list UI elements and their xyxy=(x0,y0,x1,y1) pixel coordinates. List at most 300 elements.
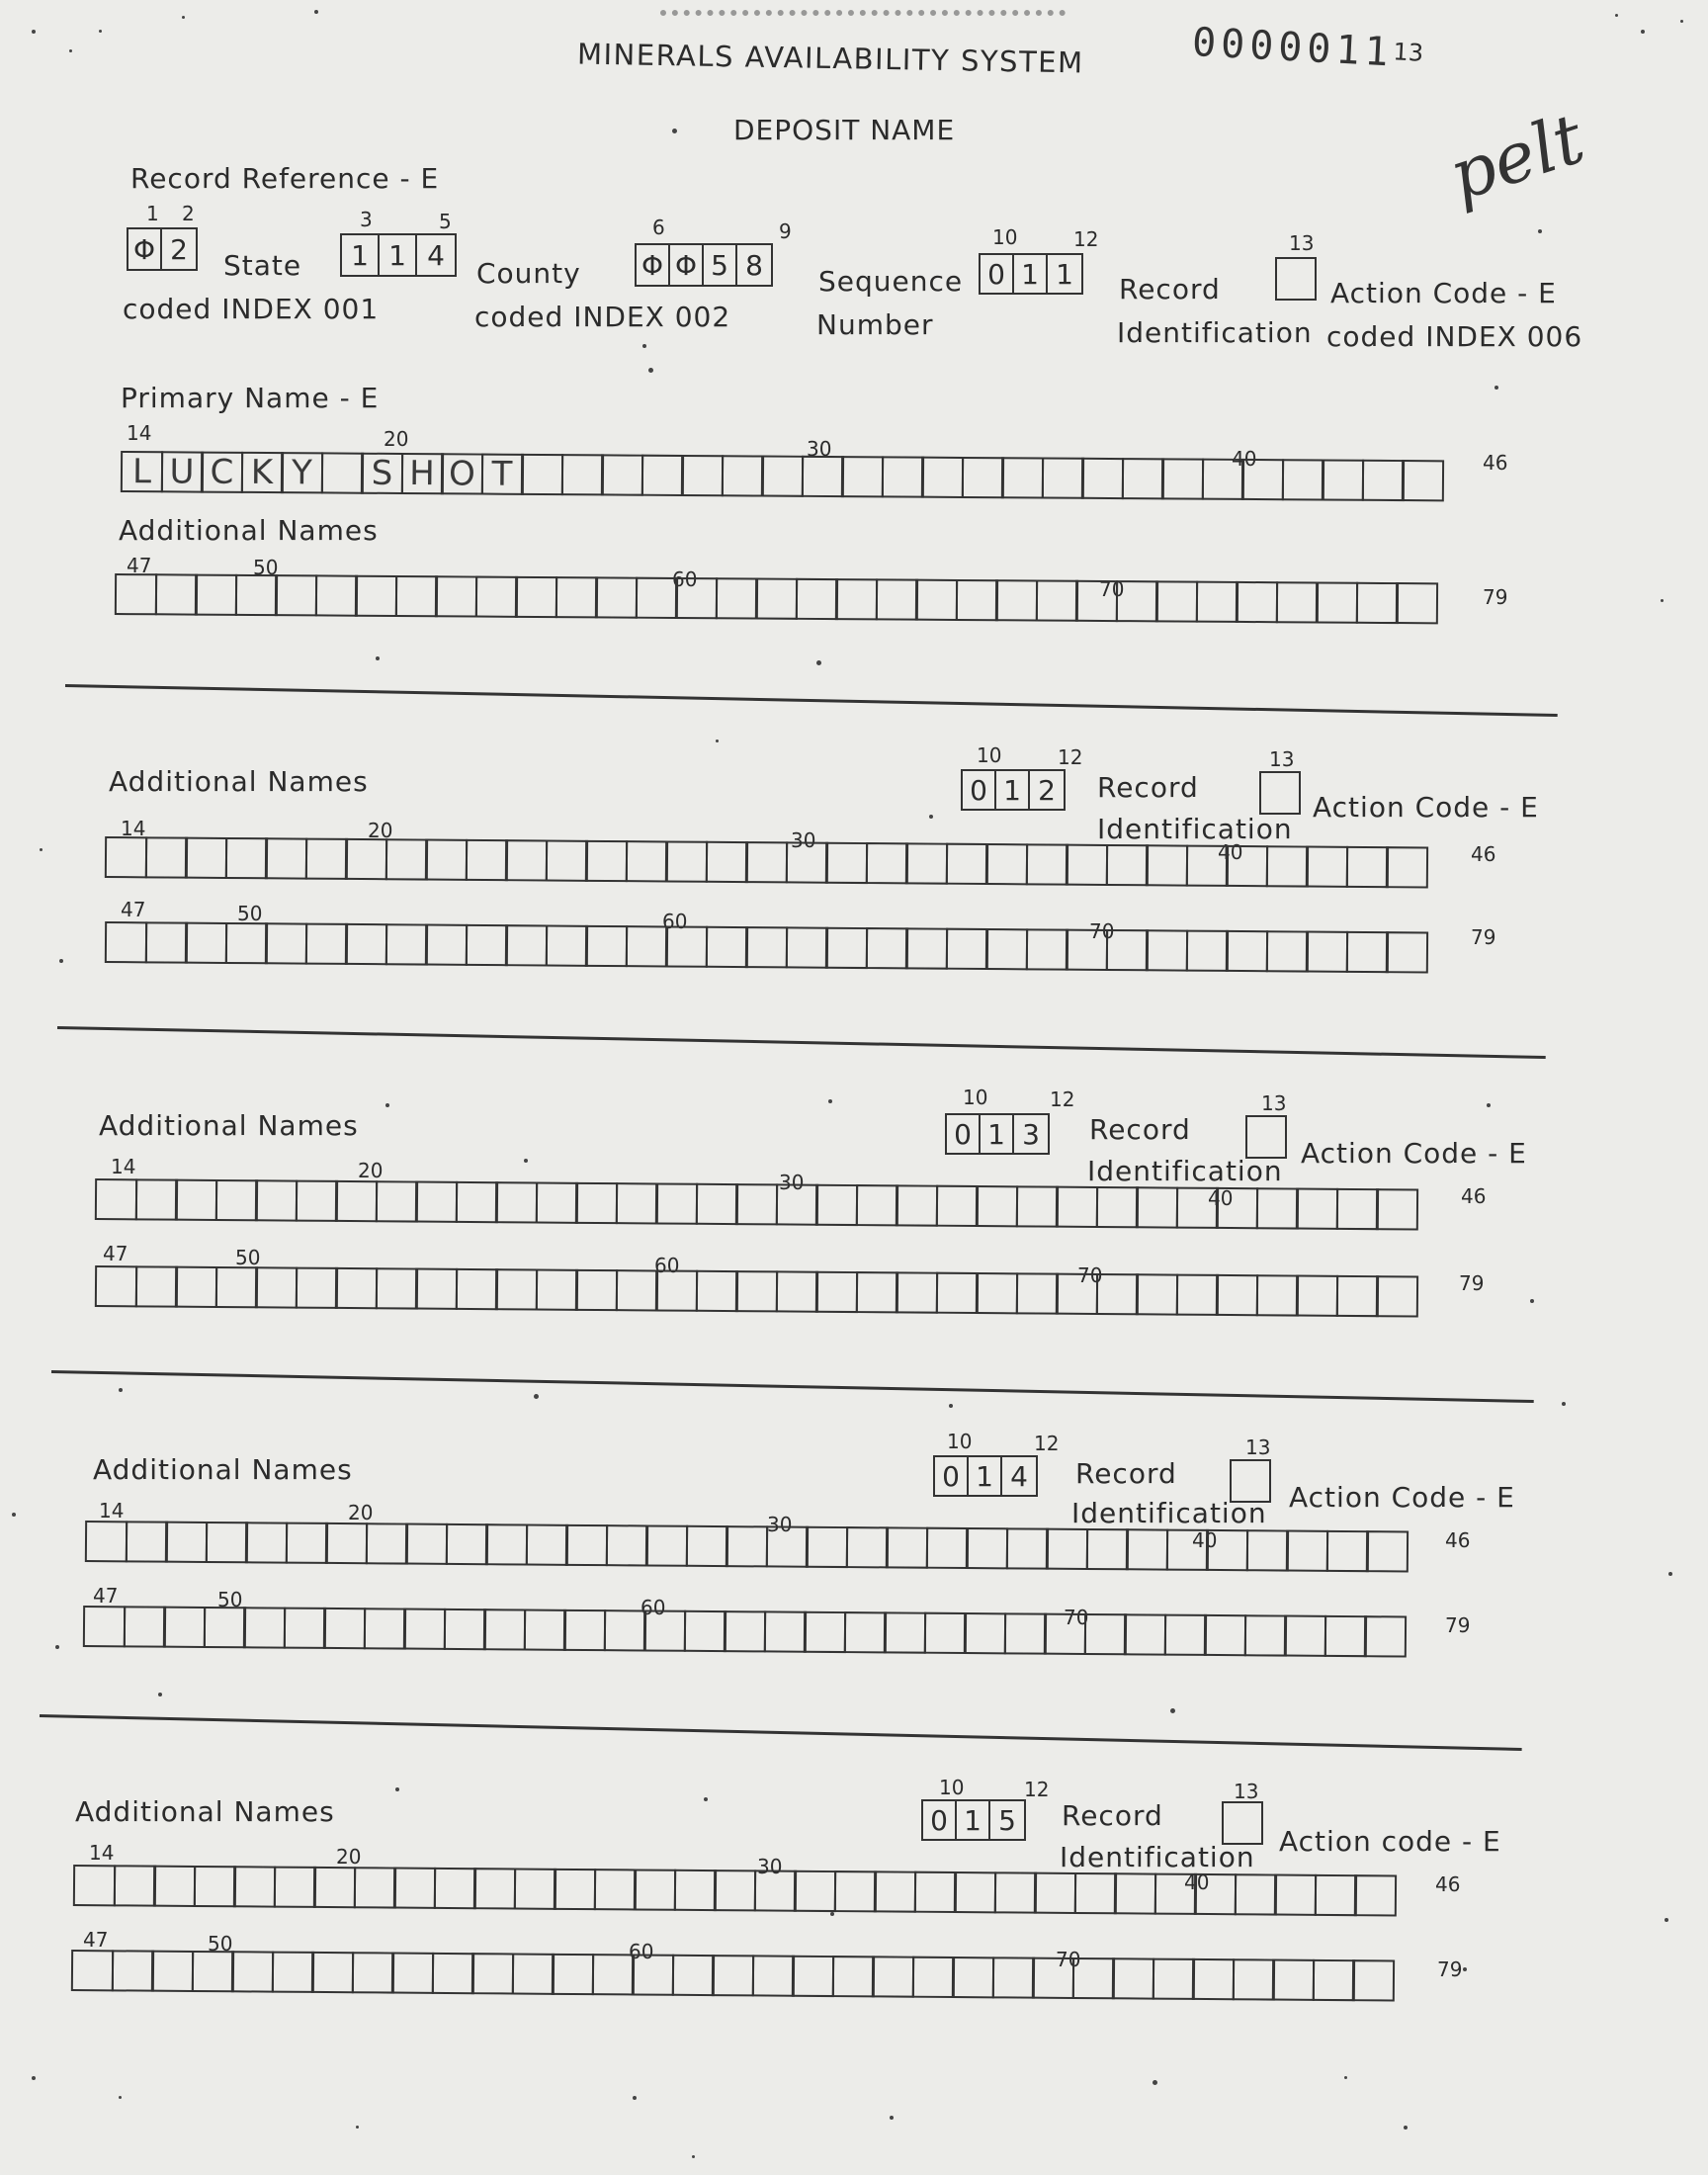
character-cell[interactable] xyxy=(273,1867,315,1908)
character-cell[interactable] xyxy=(874,1870,916,1912)
character-cell[interactable] xyxy=(1204,1614,1246,1656)
action-code-checkbox[interactable] xyxy=(1245,1115,1287,1159)
character-cell[interactable] xyxy=(673,1870,716,1911)
character-cell[interactable] xyxy=(1105,844,1148,886)
character-cell[interactable] xyxy=(325,1522,368,1564)
character-cell[interactable] xyxy=(675,577,718,619)
character-cell[interactable] xyxy=(483,1609,526,1650)
character-cell[interactable] xyxy=(726,1525,768,1567)
character-cell[interactable] xyxy=(1032,1958,1074,1999)
character-cell[interactable] xyxy=(665,840,708,882)
character-cell[interactable] xyxy=(632,1954,674,1995)
character-cell[interactable] xyxy=(555,576,597,618)
character-cell[interactable]: T xyxy=(480,454,523,495)
character-cell[interactable] xyxy=(635,577,677,619)
county-code-box[interactable] xyxy=(340,233,457,277)
character-cell[interactable] xyxy=(521,454,563,495)
character-cell[interactable] xyxy=(443,1609,485,1650)
character-cell[interactable] xyxy=(615,1182,657,1224)
character-cell[interactable] xyxy=(755,578,798,620)
character-cell[interactable] xyxy=(552,1954,594,1995)
character-cell[interactable] xyxy=(915,579,958,621)
character-cell[interactable] xyxy=(825,927,868,969)
character-cell[interactable] xyxy=(495,1268,538,1310)
character-cell[interactable]: C xyxy=(201,452,243,493)
character-cell[interactable] xyxy=(1105,929,1148,971)
character-cell[interactable] xyxy=(865,927,907,969)
character-cell[interactable] xyxy=(214,1179,257,1221)
character-cell[interactable] xyxy=(455,1181,497,1223)
character-cell[interactable] xyxy=(806,1526,848,1568)
character-cell[interactable] xyxy=(935,1185,978,1227)
character-cell[interactable] xyxy=(1073,1872,1116,1914)
character-cell[interactable] xyxy=(1216,1274,1258,1316)
character-cell[interactable] xyxy=(224,922,267,964)
character-cell[interactable] xyxy=(474,576,517,618)
character-cell[interactable] xyxy=(295,1180,337,1222)
character-cell[interactable] xyxy=(896,1184,938,1226)
character-cell[interactable] xyxy=(195,574,237,616)
character-cell[interactable] xyxy=(761,456,804,497)
character-cell[interactable] xyxy=(465,839,507,881)
character-cell[interactable] xyxy=(685,1525,727,1567)
character-cell[interactable] xyxy=(1255,1274,1298,1316)
character-cell[interactable] xyxy=(795,578,837,620)
character-cell[interactable] xyxy=(191,1951,233,1992)
character-cell[interactable] xyxy=(1071,1958,1114,1999)
record-id-digit[interactable]: 1 xyxy=(1014,255,1048,293)
character-cell[interactable] xyxy=(245,1522,288,1563)
character-cell[interactable] xyxy=(825,842,868,884)
character-cell[interactable] xyxy=(185,837,227,879)
character-cell[interactable] xyxy=(1241,459,1284,500)
character-cell[interactable] xyxy=(886,1526,928,1568)
character-cell[interactable] xyxy=(745,926,788,968)
character-cell[interactable] xyxy=(835,578,878,620)
character-cell[interactable] xyxy=(1035,580,1077,622)
character-cell[interactable] xyxy=(775,1270,817,1312)
character-cell[interactable] xyxy=(445,1523,487,1565)
character-cell[interactable] xyxy=(1232,1958,1274,2000)
character-cell[interactable] xyxy=(535,1181,577,1223)
character-cell[interactable] xyxy=(1354,1874,1397,1916)
character-cell[interactable] xyxy=(1185,845,1228,887)
character-cell[interactable] xyxy=(845,1526,888,1568)
character-cell[interactable] xyxy=(1201,459,1243,500)
character-cell[interactable] xyxy=(505,839,548,881)
character-cell[interactable] xyxy=(1175,1187,1218,1229)
character-cell[interactable] xyxy=(1325,1530,1368,1572)
character-cell[interactable] xyxy=(945,843,987,885)
character-cell[interactable] xyxy=(831,1956,874,1997)
character-cell[interactable] xyxy=(554,1869,596,1910)
character-cell[interactable] xyxy=(1296,1275,1338,1317)
character-cell[interactable] xyxy=(615,1269,657,1311)
character-cell[interactable] xyxy=(1376,1275,1418,1317)
character-cell[interactable] xyxy=(1364,1615,1407,1657)
character-cell[interactable] xyxy=(335,1180,378,1222)
character-cell[interactable] xyxy=(1206,1529,1248,1571)
character-cell[interactable] xyxy=(275,574,317,616)
character-cell[interactable] xyxy=(545,839,587,881)
character-cell[interactable] xyxy=(735,1270,778,1312)
character-cell[interactable] xyxy=(601,454,643,495)
character-cell[interactable] xyxy=(234,574,277,616)
character-cell[interactable] xyxy=(1085,1528,1128,1570)
character-cell[interactable] xyxy=(563,1610,606,1651)
character-cell[interactable] xyxy=(271,1952,313,1993)
character-cell[interactable] xyxy=(1066,844,1108,886)
character-cell[interactable] xyxy=(911,1957,954,1998)
character-cell[interactable] xyxy=(391,1953,434,1994)
character-cell[interactable] xyxy=(134,1178,177,1220)
character-cell[interactable] xyxy=(1284,1615,1326,1657)
character-cell[interactable] xyxy=(1194,1873,1237,1915)
character-cell[interactable]: H xyxy=(400,453,443,494)
character-cell[interactable] xyxy=(1075,580,1118,622)
record-id-digit[interactable]: 0 xyxy=(935,1457,969,1495)
character-cell[interactable] xyxy=(151,1951,194,1992)
character-cell[interactable] xyxy=(231,1951,274,1992)
character-cell[interactable] xyxy=(375,1267,417,1309)
character-cell[interactable] xyxy=(384,838,427,880)
character-cell[interactable]: L xyxy=(121,451,163,492)
character-cell[interactable] xyxy=(1275,581,1318,623)
character-cell[interactable] xyxy=(355,575,397,617)
character-cell[interactable] xyxy=(425,924,468,966)
character-cell[interactable] xyxy=(1386,846,1428,888)
character-cell[interactable] xyxy=(993,1871,1036,1913)
character-cell[interactable] xyxy=(1335,1188,1378,1230)
character-cell[interactable] xyxy=(335,1267,378,1309)
character-cell[interactable] xyxy=(1192,1958,1235,2000)
character-cell[interactable] xyxy=(535,1268,577,1310)
character-cell[interactable] xyxy=(1155,580,1198,622)
character-cell[interactable] xyxy=(1243,1614,1286,1656)
character-cell[interactable] xyxy=(785,841,827,883)
character-cell[interactable] xyxy=(485,1523,528,1565)
character-cell[interactable] xyxy=(585,925,628,967)
sequence-digit[interactable]: Φ xyxy=(637,245,670,285)
character-cell[interactable] xyxy=(144,836,187,878)
character-cell[interactable] xyxy=(123,1606,165,1647)
character-cell[interactable] xyxy=(1352,1959,1395,2001)
character-cell[interactable] xyxy=(1345,931,1388,973)
character-cell[interactable] xyxy=(1081,458,1124,499)
character-cell[interactable] xyxy=(714,1870,756,1911)
character-cell[interactable] xyxy=(314,574,357,616)
action-code-checkbox[interactable] xyxy=(1259,771,1301,815)
character-cell[interactable]: O xyxy=(441,453,483,494)
character-cell[interactable] xyxy=(1234,1873,1276,1915)
character-cell[interactable] xyxy=(865,842,907,884)
character-cell[interactable] xyxy=(1095,1273,1138,1315)
record-identification-box[interactable] xyxy=(921,1799,1026,1841)
character-cell[interactable] xyxy=(283,1608,325,1649)
character-cell[interactable] xyxy=(505,924,548,966)
character-cell[interactable] xyxy=(1121,458,1163,499)
action-code-checkbox[interactable] xyxy=(1222,1801,1263,1845)
character-cell[interactable] xyxy=(785,926,827,968)
character-cell[interactable] xyxy=(643,1610,686,1651)
character-cell[interactable] xyxy=(175,1266,217,1308)
character-cell[interactable] xyxy=(295,1267,337,1309)
character-cell[interactable] xyxy=(625,840,667,882)
additional-names-field[interactable] xyxy=(83,1606,1405,1657)
character-cell[interactable] xyxy=(473,1868,516,1909)
record-id-digit[interactable]: 1 xyxy=(957,1801,990,1839)
character-cell[interactable] xyxy=(1281,459,1324,500)
character-cell[interactable] xyxy=(815,1271,858,1313)
character-cell[interactable] xyxy=(523,1609,565,1650)
character-cell[interactable] xyxy=(1274,1874,1317,1916)
character-cell[interactable] xyxy=(765,1525,808,1567)
character-cell[interactable] xyxy=(304,838,347,880)
character-cell[interactable] xyxy=(1003,1612,1046,1654)
character-cell[interactable] xyxy=(1396,582,1438,624)
character-cell[interactable] xyxy=(304,923,347,965)
character-cell[interactable] xyxy=(1146,844,1188,886)
character-cell[interactable] xyxy=(515,576,557,618)
character-cell[interactable] xyxy=(655,1182,698,1224)
character-cell[interactable] xyxy=(881,456,923,497)
record-identification-box[interactable] xyxy=(979,253,1083,295)
character-cell[interactable] xyxy=(1025,843,1068,885)
character-cell[interactable] xyxy=(991,1957,1034,1998)
character-cell[interactable] xyxy=(1165,1529,1208,1571)
character-cell[interactable] xyxy=(1312,1959,1354,2001)
character-cell[interactable]: S xyxy=(361,453,403,494)
character-cell[interactable] xyxy=(683,1610,726,1652)
character-cell[interactable] xyxy=(265,837,307,879)
character-cell[interactable] xyxy=(255,1179,298,1221)
character-cell[interactable] xyxy=(952,1957,994,1998)
character-cell[interactable] xyxy=(233,1866,276,1907)
character-cell[interactable] xyxy=(415,1181,458,1223)
character-cell[interactable] xyxy=(671,1955,714,1996)
action-code-checkbox[interactable] xyxy=(1230,1459,1271,1503)
additional-names-field[interactable] xyxy=(105,921,1426,973)
record-identification-box[interactable] xyxy=(961,769,1066,811)
character-cell[interactable] xyxy=(575,1269,618,1311)
character-cell[interactable] xyxy=(1195,581,1238,623)
record-identification-box[interactable] xyxy=(933,1455,1038,1497)
character-cell[interactable] xyxy=(625,925,667,967)
sequence-digit[interactable]: Φ xyxy=(670,245,704,285)
primary-name-field[interactable] xyxy=(121,451,1442,501)
character-cell[interactable] xyxy=(1112,1958,1154,1999)
record-id-digit[interactable]: 1 xyxy=(1056,257,1073,291)
character-cell[interactable] xyxy=(105,836,147,878)
character-cell[interactable] xyxy=(405,1523,448,1565)
record-id-digit[interactable]: 1 xyxy=(969,1457,1002,1495)
character-cell[interactable] xyxy=(163,1607,206,1648)
character-cell[interactable] xyxy=(1056,1273,1098,1315)
character-cell[interactable] xyxy=(394,575,437,617)
character-cell[interactable] xyxy=(605,1524,647,1566)
character-cell[interactable] xyxy=(1316,581,1358,623)
character-cell[interactable] xyxy=(841,456,884,497)
county-digit[interactable]: 1 xyxy=(380,235,417,275)
character-cell[interactable] xyxy=(214,1266,257,1308)
character-cell[interactable] xyxy=(545,924,587,966)
character-cell[interactable] xyxy=(1056,1186,1098,1228)
character-cell[interactable] xyxy=(1272,1959,1315,2001)
character-cell[interactable] xyxy=(1296,1188,1338,1230)
character-cell[interactable] xyxy=(1376,1188,1418,1230)
character-cell[interactable] xyxy=(1126,1528,1168,1570)
character-cell[interactable] xyxy=(323,1608,366,1649)
character-cell[interactable] xyxy=(1095,1186,1138,1228)
character-cell[interactable] xyxy=(695,1183,737,1225)
character-cell[interactable] xyxy=(511,1953,554,1994)
character-cell[interactable] xyxy=(1255,1187,1298,1229)
character-cell[interactable]: Y xyxy=(281,452,323,493)
character-cell[interactable] xyxy=(513,1868,555,1909)
character-cell[interactable] xyxy=(203,1607,245,1648)
character-cell[interactable] xyxy=(1226,930,1268,972)
character-cell[interactable] xyxy=(125,1521,167,1562)
state-digit[interactable]: Φ xyxy=(128,229,162,269)
character-cell[interactable] xyxy=(955,579,997,621)
character-cell[interactable] xyxy=(83,1606,126,1647)
character-cell[interactable] xyxy=(1226,845,1268,887)
county-digit[interactable]: 4 xyxy=(427,238,445,272)
character-cell[interactable] xyxy=(1216,1187,1258,1229)
character-cell[interactable] xyxy=(925,1527,968,1569)
character-cell[interactable]: U xyxy=(160,451,203,492)
character-cell[interactable] xyxy=(1161,458,1204,499)
character-cell[interactable] xyxy=(735,1183,778,1225)
character-cell[interactable] xyxy=(205,1522,247,1563)
character-cell[interactable] xyxy=(313,1867,356,1908)
character-cell[interactable] xyxy=(665,925,708,967)
character-cell[interactable] xyxy=(565,1524,608,1566)
record-id-digit[interactable]: 5 xyxy=(998,1803,1016,1837)
character-cell[interactable] xyxy=(804,1611,846,1653)
sequence-digit[interactable]: 5 xyxy=(704,245,737,285)
character-cell[interactable] xyxy=(1115,580,1157,622)
sequence-number-box[interactable] xyxy=(635,243,773,287)
character-cell[interactable] xyxy=(1185,930,1228,972)
sequence-digit[interactable]: 8 xyxy=(745,248,763,282)
character-cell[interactable] xyxy=(595,576,638,618)
character-cell[interactable] xyxy=(311,1952,354,1993)
character-cell[interactable] xyxy=(113,1865,155,1906)
character-cell[interactable] xyxy=(745,841,788,883)
character-cell[interactable] xyxy=(144,921,187,963)
character-cell[interactable] xyxy=(923,1612,966,1654)
character-cell[interactable] xyxy=(1324,1615,1366,1657)
character-cell[interactable] xyxy=(1083,1613,1126,1655)
character-cell[interactable] xyxy=(1153,1873,1196,1915)
character-cell[interactable] xyxy=(1265,930,1308,972)
character-cell[interactable] xyxy=(1286,1530,1328,1572)
record-id-digit[interactable]: 1 xyxy=(981,1115,1014,1153)
character-cell[interactable] xyxy=(1175,1274,1218,1316)
character-cell[interactable] xyxy=(1366,1530,1409,1572)
record-id-digit[interactable]: 3 xyxy=(1022,1117,1040,1151)
character-cell[interactable] xyxy=(640,455,683,496)
character-cell[interactable] xyxy=(681,455,724,496)
character-cell[interactable] xyxy=(1044,1613,1086,1655)
character-cell[interactable] xyxy=(153,1866,196,1907)
character-cell[interactable] xyxy=(921,457,964,498)
character-cell[interactable] xyxy=(872,1956,914,1997)
character-cell[interactable] xyxy=(345,923,387,965)
character-cell[interactable] xyxy=(833,1870,876,1912)
character-cell[interactable] xyxy=(961,457,1003,498)
character-cell[interactable] xyxy=(1015,1185,1058,1227)
record-id-digit[interactable]: 0 xyxy=(981,255,1014,293)
character-cell[interactable] xyxy=(985,843,1028,885)
character-cell[interactable] xyxy=(966,1527,1008,1569)
character-cell[interactable] xyxy=(976,1272,1018,1314)
state-code-box[interactable] xyxy=(127,227,198,271)
character-cell[interactable] xyxy=(1066,929,1108,971)
character-cell[interactable] xyxy=(471,1953,514,1994)
character-cell[interactable] xyxy=(875,578,917,620)
character-cell[interactable] xyxy=(431,1953,473,1994)
character-cell[interactable] xyxy=(1163,1614,1206,1656)
character-cell[interactable] xyxy=(224,837,267,879)
character-cell[interactable] xyxy=(1034,1872,1076,1914)
character-cell[interactable] xyxy=(1025,928,1068,970)
character-cell[interactable] xyxy=(593,1869,636,1910)
character-cell[interactable] xyxy=(285,1522,327,1564)
character-cell[interactable] xyxy=(1041,458,1083,499)
character-cell[interactable] xyxy=(591,1954,634,1995)
character-cell[interactable] xyxy=(393,1868,436,1909)
character-cell[interactable] xyxy=(403,1609,446,1650)
character-cell[interactable] xyxy=(695,1270,737,1312)
character-cell[interactable] xyxy=(154,573,197,615)
additional-names-field[interactable] xyxy=(95,1265,1416,1317)
character-cell[interactable] xyxy=(855,1271,897,1313)
character-cell[interactable] xyxy=(363,1608,405,1649)
character-cell[interactable] xyxy=(1402,460,1444,501)
character-cell[interactable] xyxy=(320,452,363,493)
character-cell[interactable] xyxy=(585,840,628,882)
character-cell[interactable] xyxy=(1265,845,1308,887)
character-cell[interactable] xyxy=(71,1950,114,1991)
character-cell[interactable] xyxy=(1046,1528,1088,1570)
character-cell[interactable] xyxy=(634,1869,676,1910)
character-cell[interactable] xyxy=(345,838,387,880)
record-id-digit[interactable]: 0 xyxy=(963,771,996,809)
character-cell[interactable] xyxy=(465,924,507,966)
character-cell[interactable] xyxy=(645,1524,688,1566)
character-cell[interactable] xyxy=(913,1871,956,1913)
character-cell[interactable] xyxy=(896,1271,938,1313)
character-cell[interactable] xyxy=(105,921,147,963)
character-cell[interactable] xyxy=(1146,929,1188,971)
character-cell[interactable] xyxy=(365,1522,407,1564)
character-cell[interactable] xyxy=(792,1956,834,1997)
character-cell[interactable] xyxy=(425,839,468,881)
character-cell[interactable] xyxy=(763,1610,806,1652)
record-id-digit[interactable]: 0 xyxy=(923,1801,957,1839)
character-cell[interactable] xyxy=(1005,1527,1048,1569)
character-cell[interactable] xyxy=(575,1182,618,1224)
character-cell[interactable] xyxy=(85,1521,128,1562)
character-cell[interactable] xyxy=(95,1265,137,1307)
record-id-digit[interactable]: 0 xyxy=(947,1115,981,1153)
character-cell[interactable] xyxy=(843,1611,886,1653)
character-cell[interactable] xyxy=(1335,1275,1378,1317)
action-code-checkbox[interactable] xyxy=(1275,257,1317,301)
character-cell[interactable] xyxy=(985,928,1028,970)
